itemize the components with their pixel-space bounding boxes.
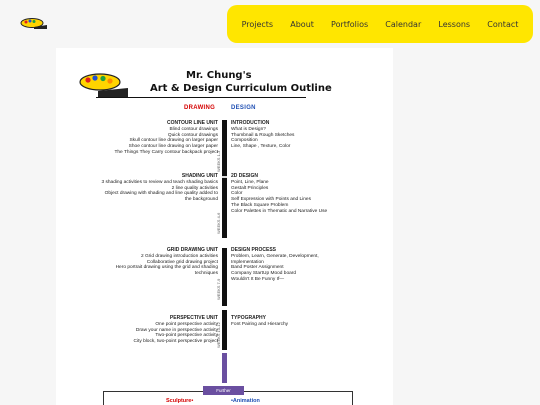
site-logo-icon[interactable] xyxy=(20,17,48,31)
unit-heading: 2D DESIGN xyxy=(231,173,258,179)
unit-heading: GRID DRAWING UNIT xyxy=(166,247,218,253)
unit-line: Two-point perspective activity xyxy=(155,333,218,339)
unit-line: Company StartUp Mood board xyxy=(231,271,297,277)
sculpture-label: Sculpture• xyxy=(166,398,194,404)
unit-line: One point perspective activity xyxy=(155,321,218,327)
unit-heading: DESIGN PROCESS xyxy=(231,247,277,253)
unit-line: techniques xyxy=(194,271,218,277)
unit-line: Implementation xyxy=(231,259,264,265)
nav-contact[interactable]: Contact xyxy=(487,19,519,29)
drawing-unit-contour xyxy=(114,121,218,156)
unit-line: Color Palettes in Thematic and Narrative Use xyxy=(231,208,328,214)
unit-line: Collaborative grid drawing project xyxy=(146,259,218,265)
unit-line: Problem, Learn, Generate, Development, xyxy=(231,253,319,259)
nav-projects[interactable]: Projects xyxy=(241,19,274,29)
unit-line: What is Design? xyxy=(231,126,266,132)
unit-line: 2 Grid drawing introduction activities xyxy=(140,253,218,259)
unit-line: Gestalt Principles xyxy=(231,185,269,191)
nav-about[interactable]: About xyxy=(290,19,314,29)
unit-line: Wouldn't It Be Funny If— xyxy=(231,276,285,282)
unit-line: the background xyxy=(184,197,218,203)
unit-heading: TYPOGRAPHY xyxy=(231,315,267,321)
nav-portfolios[interactable]: Portfolios xyxy=(331,19,369,29)
unit-line: Shoe contour line drawing on larger paper xyxy=(128,144,218,150)
weeks-label: WEEKS 10-12 xyxy=(216,322,221,348)
unit-line: 2 line quality activities xyxy=(171,185,218,191)
column-heading-design: DESIGN xyxy=(231,105,256,111)
unit-heading: SHADING UNIT xyxy=(181,173,218,179)
unit-line: Line, Shape , Texture, Color xyxy=(231,144,291,150)
nav-calendar[interactable]: Calendar xyxy=(385,19,422,29)
timeline-bar xyxy=(222,178,227,238)
unit-line: The Things They Carry contour backpack project xyxy=(114,149,218,155)
unit-line: Object drawing with shading and line quality added to xyxy=(104,191,218,197)
design-unit-introduction xyxy=(231,121,294,150)
unit-line: Point, Line, Plane xyxy=(231,179,269,185)
unit-line: 3 shading activities to review and teach shading basics xyxy=(101,179,218,185)
unit-line: Blind contour drawings xyxy=(169,126,218,132)
animation-label: •Animation xyxy=(231,398,260,404)
column-heading-drawing: DRAWING xyxy=(184,105,216,111)
unit-line: Hero portrait drawing using the grid and shading xyxy=(115,265,218,271)
unit-line: Composition xyxy=(231,138,258,144)
drawing-unit-grid xyxy=(116,248,218,277)
title-divider xyxy=(96,97,306,98)
further-label: Further xyxy=(203,386,244,395)
unit-heading: PERSPECTIVE UNIT xyxy=(169,315,218,321)
timeline-bar-further xyxy=(222,353,227,383)
design-unit-2d xyxy=(231,174,327,215)
curriculum-document xyxy=(56,48,393,405)
unit-line: City block, two-point perspective project xyxy=(133,339,218,345)
unit-line: Skull contour line drawing on larger paper xyxy=(129,138,218,144)
weeks-label: WEEKS 4-6 xyxy=(216,212,221,234)
nav-lessons[interactable]: Lessons xyxy=(438,19,471,29)
design-unit-typography xyxy=(231,316,288,328)
art-palette-logo-icon xyxy=(78,72,130,100)
drawing-unit-perspective xyxy=(133,316,218,345)
unit-line: Quick contour drawings xyxy=(167,132,218,138)
unit-line: Thumbnail & Rough Sketches xyxy=(231,132,295,138)
unit-line: Band Poster Assignment xyxy=(231,265,284,271)
main-nav xyxy=(227,5,533,43)
timeline-bar xyxy=(222,310,227,350)
design-unit-process xyxy=(231,248,319,283)
doc-title-line2: Art & Design Curriculum Outline xyxy=(150,83,332,94)
drawing-unit-shading xyxy=(101,174,218,203)
weeks-label: WEEKS 7-9 xyxy=(216,278,221,300)
timeline-bar xyxy=(222,120,227,178)
unit-line: Draw your name in perspective activity xyxy=(135,327,218,333)
unit-heading: CONTOUR LINE UNIT xyxy=(166,120,218,126)
unit-line: The Black Square Problem xyxy=(231,202,289,208)
unit-line: Self Expression with Points and Lines xyxy=(231,197,311,203)
weeks-label: WEEKS 1-3 xyxy=(216,150,221,172)
timeline-bar xyxy=(222,248,227,306)
unit-line: Color xyxy=(231,191,243,197)
unit-line: Font Pairing and Hierarchy xyxy=(231,321,289,327)
doc-title-line1: Mr. Chung's xyxy=(186,70,252,81)
unit-heading: INTRODUCTION xyxy=(231,120,270,126)
